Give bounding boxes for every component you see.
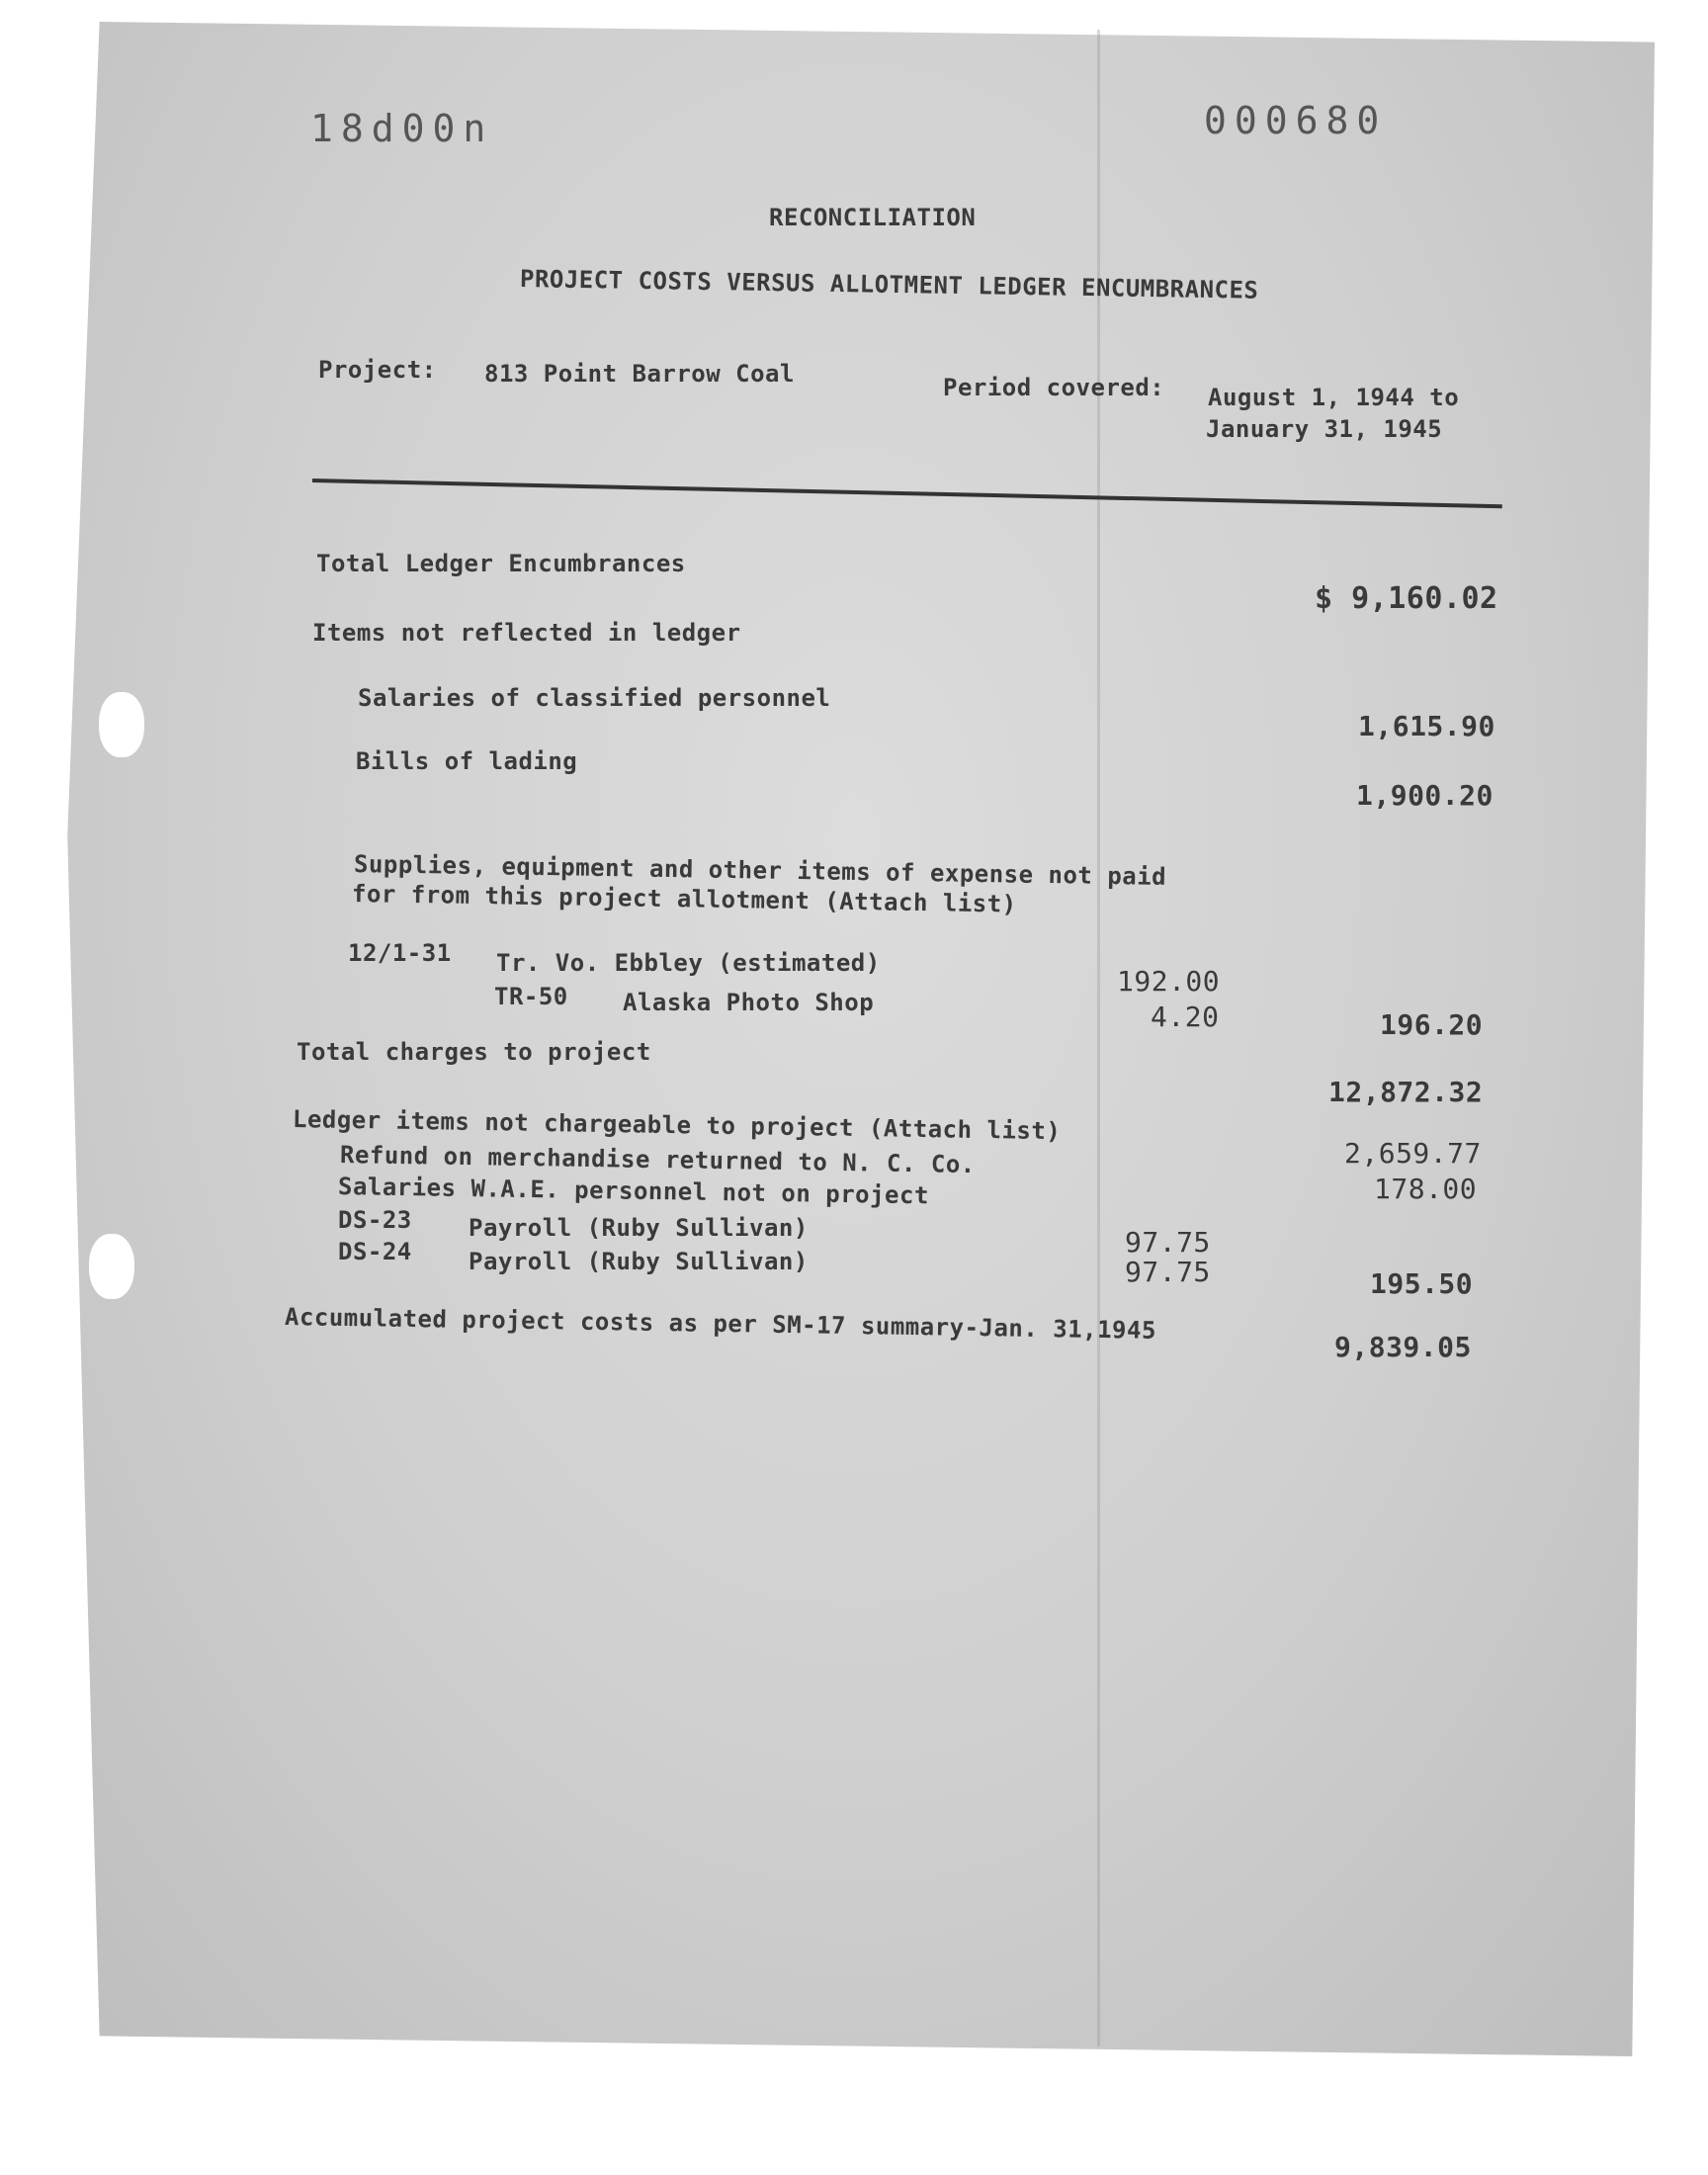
project-value: 813 Point Barrow Coal xyxy=(484,360,795,388)
wae-salaries-label: Salaries W.A.E. personnel not on project xyxy=(337,1173,930,1210)
accumulated-costs-label: Accumulated project costs as per SM-17 summary-Jan. 31,1945 xyxy=(284,1303,1157,1345)
total-ledger-label: Total Ledger Encumbrances xyxy=(316,550,686,577)
wae-salaries-amount: 178.00 xyxy=(1374,1173,1478,1205)
supplies-item1-ref: 12/1-31 xyxy=(348,939,452,967)
bills-lading-amount: 1,900.20 xyxy=(1356,779,1494,812)
refund-label: Refund on merchandise returned to N. C. Co. xyxy=(339,1141,976,1179)
project-label: Project: xyxy=(318,356,437,384)
ds-total-amount: 195.50 xyxy=(1370,1267,1474,1300)
ds24-desc: Payroll (Ruby Sullivan) xyxy=(469,1248,809,1275)
document-subtitle: PROJECT COSTS VERSUS ALLOTMENT LEDGER ENCUMBRANCES xyxy=(519,265,1259,304)
supplies-total-amount: 196.20 xyxy=(1380,1008,1484,1041)
period-line-2: January 31, 1945 xyxy=(1206,415,1443,443)
punch-hole xyxy=(99,692,144,757)
punch-hole xyxy=(89,1234,134,1299)
salaries-classified-amount: 1,615.90 xyxy=(1358,710,1495,742)
supplies-item2-ref: TR-50 xyxy=(494,983,568,1010)
supplies-line-1: Supplies, equipment and other items of expense not paid xyxy=(353,850,1167,891)
total-charges-label: Total charges to project xyxy=(297,1038,651,1066)
period-label: Period covered: xyxy=(943,374,1165,401)
document-title: RECONCILIATION xyxy=(769,204,977,231)
stamp-left-number: 18d00n xyxy=(310,107,494,150)
ds24-amount: 97.75 xyxy=(1125,1256,1211,1288)
refund-amount: 2,659.77 xyxy=(1344,1137,1482,1170)
salaries-classified-label: Salaries of classified personnel xyxy=(358,684,831,712)
bills-lading-label: Bills of lading xyxy=(356,747,578,775)
ds23-ref: DS-23 xyxy=(338,1206,412,1234)
items-not-reflected-heading: Items not reflected in ledger xyxy=(312,619,741,647)
stamp-right-number: 000680 xyxy=(1204,99,1388,142)
supplies-item1-desc: Tr. Vo. Ebbley (estimated) xyxy=(496,949,881,977)
supplies-item1-amount: 192.00 xyxy=(1117,965,1221,998)
period-line-1: August 1, 1944 to xyxy=(1208,384,1460,411)
supplies-item2-amount: 4.20 xyxy=(1151,1000,1220,1033)
ds23-desc: Payroll (Ruby Sullivan) xyxy=(469,1214,809,1242)
accumulated-costs-amount: 9,839.05 xyxy=(1334,1331,1472,1363)
not-chargeable-heading: Ledger items not chargeable to project (Attach list) xyxy=(292,1105,1062,1146)
ds24-ref: DS-24 xyxy=(338,1238,412,1265)
ds23-amount: 97.75 xyxy=(1125,1226,1211,1259)
supplies-item2-desc: Alaska Photo Shop xyxy=(623,989,875,1016)
total-charges-amount: 12,872.32 xyxy=(1328,1076,1484,1108)
supplies-line-2: for from this project allotment (Attach list) xyxy=(351,880,1017,918)
page-fold-line xyxy=(1097,30,1100,2046)
total-ledger-amount: $ 9,160.02 xyxy=(1315,581,1498,616)
